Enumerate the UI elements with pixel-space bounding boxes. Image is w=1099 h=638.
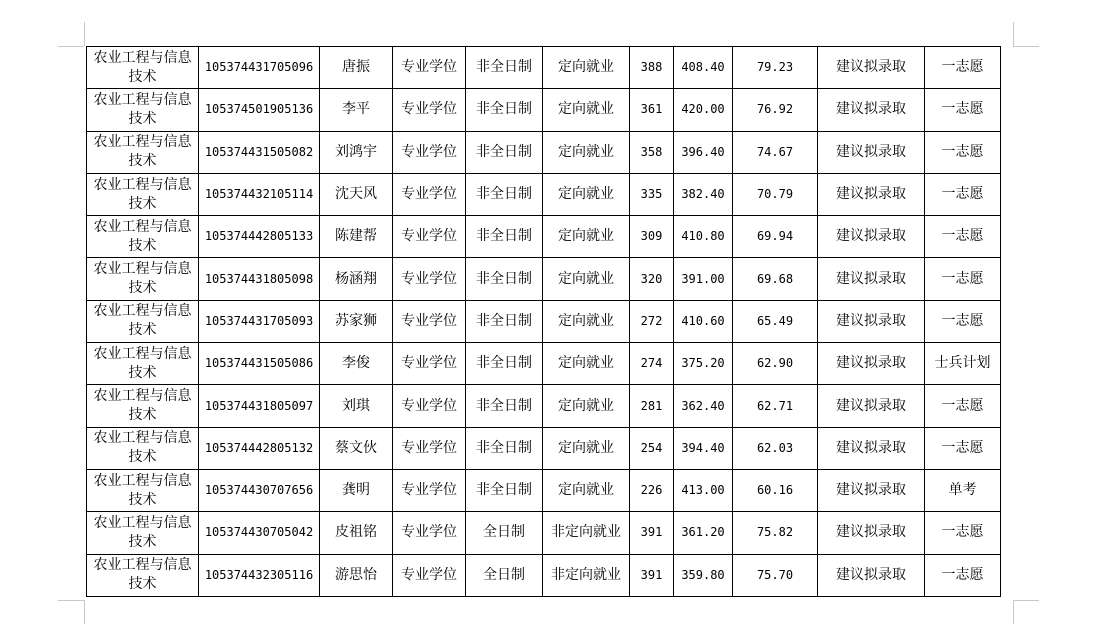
admission-result-cell: 建议拟录取	[818, 469, 925, 511]
candidate-id-cell: 105374430705042	[199, 512, 320, 554]
admission-result-cell: 建议拟录取	[818, 131, 925, 173]
table-row	[87, 47, 1001, 89]
admission-result-cell: 建议拟录取	[818, 385, 925, 427]
crop-mark-bottom-right	[1013, 600, 1039, 601]
degree-type-cell: 专业学位	[393, 554, 466, 596]
retest-score-cell: 394.40	[674, 427, 733, 469]
degree-type-cell: 专业学位	[393, 300, 466, 342]
table-row	[87, 469, 1001, 511]
major-cell: 农业工程与信息技术	[87, 385, 199, 427]
candidate-id-cell: 105374431805098	[199, 258, 320, 300]
employment-type-cell: 定向就业	[543, 89, 630, 131]
remark-cell: 一志愿	[925, 258, 1001, 300]
degree-type-cell: 专业学位	[393, 216, 466, 258]
candidate-id-cell: 105374430707656	[199, 469, 320, 511]
major-cell: 农业工程与信息技术	[87, 131, 199, 173]
degree-type-cell: 专业学位	[393, 343, 466, 385]
study-mode-cell: 非全日制	[466, 47, 543, 89]
degree-type-cell: 专业学位	[393, 427, 466, 469]
name-cell: 杨涵翔	[320, 258, 393, 300]
study-mode-cell: 全日制	[466, 554, 543, 596]
initial-score-cell: 391	[630, 512, 674, 554]
retest-score-cell: 359.80	[674, 554, 733, 596]
crop-mark-top-left	[58, 46, 84, 47]
table-row	[87, 131, 1001, 173]
total-score-cell: 75.82	[733, 512, 818, 554]
admission-list-table	[86, 46, 1001, 597]
admission-result-cell: 建议拟录取	[818, 258, 925, 300]
employment-type-cell: 定向就业	[543, 385, 630, 427]
candidate-id-cell: 105374431805097	[199, 385, 320, 427]
admission-result-cell: 建议拟录取	[818, 89, 925, 131]
initial-score-cell: 320	[630, 258, 674, 300]
admission-result-cell: 建议拟录取	[818, 512, 925, 554]
crop-mark-top-right-vertical	[1013, 22, 1014, 46]
total-score-cell: 65.49	[733, 300, 818, 342]
admission-result-cell: 建议拟录取	[818, 554, 925, 596]
study-mode-cell: 非全日制	[466, 427, 543, 469]
crop-mark-top-right	[1013, 46, 1039, 47]
candidate-id-cell: 105374442805133	[199, 216, 320, 258]
remark-cell: 一志愿	[925, 47, 1001, 89]
initial-score-cell: 226	[630, 469, 674, 511]
table-row	[87, 554, 1001, 596]
total-score-cell: 79.23	[733, 47, 818, 89]
initial-score-cell: 388	[630, 47, 674, 89]
retest-score-cell: 391.00	[674, 258, 733, 300]
total-score-cell: 74.67	[733, 131, 818, 173]
retest-score-cell: 382.40	[674, 173, 733, 215]
initial-score-cell: 335	[630, 173, 674, 215]
employment-type-cell: 定向就业	[543, 427, 630, 469]
admission-result-cell: 建议拟录取	[818, 300, 925, 342]
retest-score-cell: 375.20	[674, 343, 733, 385]
candidate-id-cell: 105374431505086	[199, 343, 320, 385]
study-mode-cell: 非全日制	[466, 216, 543, 258]
retest-score-cell: 413.00	[674, 469, 733, 511]
employment-type-cell: 非定向就业	[543, 512, 630, 554]
retest-score-cell: 408.40	[674, 47, 733, 89]
name-cell: 皮祖铭	[320, 512, 393, 554]
employment-type-cell: 非定向就业	[543, 554, 630, 596]
remark-cell: 一志愿	[925, 554, 1001, 596]
major-cell: 农业工程与信息技术	[87, 427, 199, 469]
employment-type-cell: 定向就业	[543, 469, 630, 511]
crop-mark-bottom-right-vertical	[1013, 600, 1014, 624]
admission-result-cell: 建议拟录取	[818, 343, 925, 385]
study-mode-cell: 非全日制	[466, 173, 543, 215]
total-score-cell: 70.79	[733, 173, 818, 215]
table-row	[87, 258, 1001, 300]
candidate-id-cell: 105374431505082	[199, 131, 320, 173]
crop-mark-bottom-left-vertical	[84, 600, 85, 624]
candidate-id-cell: 105374431705093	[199, 300, 320, 342]
remark-cell: 单考	[925, 469, 1001, 511]
table-row	[87, 343, 1001, 385]
study-mode-cell: 非全日制	[466, 258, 543, 300]
table-row	[87, 89, 1001, 131]
remark-cell: 一志愿	[925, 131, 1001, 173]
total-score-cell: 62.90	[733, 343, 818, 385]
table-row	[87, 385, 1001, 427]
retest-score-cell: 410.80	[674, 216, 733, 258]
degree-type-cell: 专业学位	[393, 47, 466, 89]
employment-type-cell: 定向就业	[543, 173, 630, 215]
candidate-id-cell: 105374432105114	[199, 173, 320, 215]
admission-result-cell: 建议拟录取	[818, 216, 925, 258]
admission-result-cell: 建议拟录取	[818, 173, 925, 215]
degree-type-cell: 专业学位	[393, 512, 466, 554]
name-cell: 李平	[320, 89, 393, 131]
major-cell: 农业工程与信息技术	[87, 300, 199, 342]
admission-result-cell: 建议拟录取	[818, 427, 925, 469]
study-mode-cell: 非全日制	[466, 343, 543, 385]
retest-score-cell: 410.60	[674, 300, 733, 342]
table-row	[87, 300, 1001, 342]
employment-type-cell: 定向就业	[543, 131, 630, 173]
remark-cell: 一志愿	[925, 427, 1001, 469]
study-mode-cell: 全日制	[466, 512, 543, 554]
name-cell: 刘鸿宇	[320, 131, 393, 173]
degree-type-cell: 专业学位	[393, 385, 466, 427]
initial-score-cell: 358	[630, 131, 674, 173]
name-cell: 陈建帮	[320, 216, 393, 258]
candidate-id-cell: 105374432305116	[199, 554, 320, 596]
crop-mark-bottom-left	[58, 600, 84, 601]
major-cell: 农业工程与信息技术	[87, 554, 199, 596]
retest-score-cell: 361.20	[674, 512, 733, 554]
major-cell: 农业工程与信息技术	[87, 47, 199, 89]
major-cell: 农业工程与信息技术	[87, 89, 199, 131]
remark-cell: 士兵计划	[925, 343, 1001, 385]
major-cell: 农业工程与信息技术	[87, 173, 199, 215]
initial-score-cell: 274	[630, 343, 674, 385]
major-cell: 农业工程与信息技术	[87, 258, 199, 300]
study-mode-cell: 非全日制	[466, 469, 543, 511]
initial-score-cell: 361	[630, 89, 674, 131]
retest-score-cell: 362.40	[674, 385, 733, 427]
study-mode-cell: 非全日制	[466, 385, 543, 427]
table-row	[87, 512, 1001, 554]
initial-score-cell: 272	[630, 300, 674, 342]
employment-type-cell: 定向就业	[543, 300, 630, 342]
name-cell: 苏家狮	[320, 300, 393, 342]
table-row	[87, 173, 1001, 215]
initial-score-cell: 309	[630, 216, 674, 258]
degree-type-cell: 专业学位	[393, 173, 466, 215]
candidate-id-cell: 105374501905136	[199, 89, 320, 131]
total-score-cell: 62.03	[733, 427, 818, 469]
remark-cell: 一志愿	[925, 216, 1001, 258]
employment-type-cell: 定向就业	[543, 343, 630, 385]
employment-type-cell: 定向就业	[543, 258, 630, 300]
total-score-cell: 69.68	[733, 258, 818, 300]
degree-type-cell: 专业学位	[393, 469, 466, 511]
name-cell: 龚明	[320, 469, 393, 511]
total-score-cell: 75.70	[733, 554, 818, 596]
admission-result-cell: 建议拟录取	[818, 47, 925, 89]
total-score-cell: 76.92	[733, 89, 818, 131]
name-cell: 唐振	[320, 47, 393, 89]
name-cell: 李俊	[320, 343, 393, 385]
degree-type-cell: 专业学位	[393, 131, 466, 173]
table-body	[87, 47, 1001, 597]
remark-cell: 一志愿	[925, 512, 1001, 554]
employment-type-cell: 定向就业	[543, 47, 630, 89]
name-cell: 蔡文伙	[320, 427, 393, 469]
major-cell: 农业工程与信息技术	[87, 512, 199, 554]
major-cell: 农业工程与信息技术	[87, 216, 199, 258]
major-cell: 农业工程与信息技术	[87, 343, 199, 385]
remark-cell: 一志愿	[925, 89, 1001, 131]
study-mode-cell: 非全日制	[466, 131, 543, 173]
degree-type-cell: 专业学位	[393, 89, 466, 131]
remark-cell: 一志愿	[925, 300, 1001, 342]
study-mode-cell: 非全日制	[466, 300, 543, 342]
candidate-id-cell: 105374431705096	[199, 47, 320, 89]
degree-type-cell: 专业学位	[393, 258, 466, 300]
remark-cell: 一志愿	[925, 173, 1001, 215]
remark-cell: 一志愿	[925, 385, 1001, 427]
table-row	[87, 427, 1001, 469]
name-cell: 刘琪	[320, 385, 393, 427]
employment-type-cell: 定向就业	[543, 216, 630, 258]
name-cell: 游思怡	[320, 554, 393, 596]
total-score-cell: 62.71	[733, 385, 818, 427]
study-mode-cell: 非全日制	[466, 89, 543, 131]
total-score-cell: 69.94	[733, 216, 818, 258]
total-score-cell: 60.16	[733, 469, 818, 511]
crop-mark-top-left-vertical	[84, 22, 85, 46]
table-row	[87, 216, 1001, 258]
initial-score-cell: 281	[630, 385, 674, 427]
retest-score-cell: 396.40	[674, 131, 733, 173]
candidate-id-cell: 105374442805132	[199, 427, 320, 469]
name-cell: 沈天风	[320, 173, 393, 215]
initial-score-cell: 391	[630, 554, 674, 596]
initial-score-cell: 254	[630, 427, 674, 469]
major-cell: 农业工程与信息技术	[87, 469, 199, 511]
retest-score-cell: 420.00	[674, 89, 733, 131]
